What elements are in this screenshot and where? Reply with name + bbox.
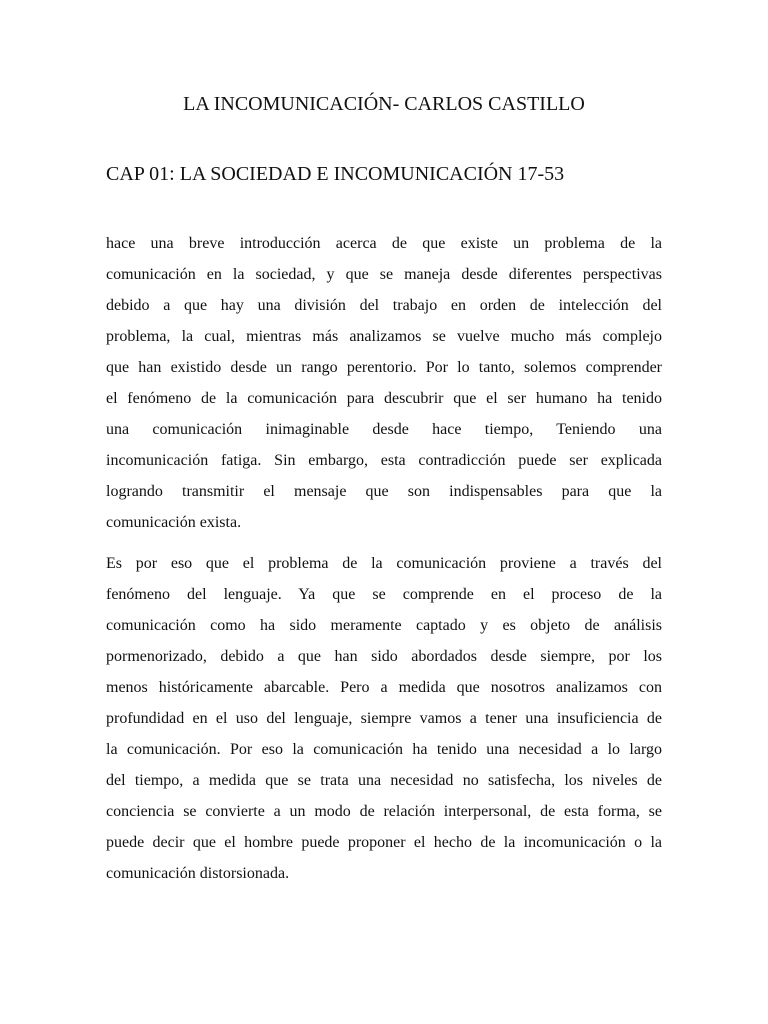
text-line: problema, la cual, mientras más analizamos se vuelve mucho más complejo	[106, 328, 662, 345]
text-line: hace una breve introducción acerca de que existe un problema de la	[106, 235, 662, 252]
text-line: menos históricamente abarcable. Pero a medida que nosotros analizamos con	[106, 679, 662, 696]
text-line: una comunicación inimaginable desde hace tiempo, Teniendo una	[106, 421, 662, 438]
text-line: fenómeno del lenguaje. Ya que se comprende en el proceso de la	[106, 586, 662, 603]
text-line: Es por eso que el problema de la comunicación proviene a través del	[106, 555, 662, 572]
text-line: que han existido desde un rango perentorio. Por lo tanto, solemos comprender	[106, 359, 662, 376]
text-line: el fenómeno de la comunicación para descubrir que el ser humano ha tenido	[106, 390, 662, 407]
text-line: del tiempo, a medida que se trata una necesidad no satisfecha, los niveles de	[106, 772, 662, 789]
text-line: la comunicación. Por eso la comunicación ha tenido una necesidad a lo largo	[106, 741, 662, 758]
text-line: pormenorizado, debido a que han sido abordados desde siempre, por los	[106, 648, 662, 665]
text-line: profundidad en el uso del lenguaje, siempre vamos a tener una insuficiencia de	[106, 710, 662, 727]
text-line: logrando transmitir el mensaje que son indispensables para que la	[106, 483, 662, 500]
text-line: comunicación distorsionada.	[106, 865, 290, 882]
body-text	[106, 228, 662, 889]
text-line: comunicación como ha sido meramente captado y es objeto de análisis	[106, 617, 662, 634]
document-title: LA INCOMUNICACIÓN- CARLOS CASTILLO	[183, 93, 585, 115]
text-line: puede decir que el hombre puede proponer el hecho de la incomunicación o la	[106, 834, 662, 851]
text-line: comunicación exista.	[106, 514, 242, 531]
text-line: debido a que hay una división del trabajo en orden de intelección del	[106, 297, 662, 314]
chapter-heading: CAP 01: LA SOCIEDAD E INCOMUNICACIÓN 17-53	[106, 163, 565, 185]
text-line: incomunicación fatiga. Sin embargo, esta contradicción puede ser explicada	[106, 452, 662, 469]
paragraph-2	[106, 548, 662, 889]
text-line: conciencia se convierte a un modo de relación interpersonal, de esta forma, se	[106, 803, 662, 820]
text-line: comunicación en la sociedad, y que se maneja desde diferentes perspectivas	[106, 266, 662, 283]
paragraph-1	[106, 228, 662, 538]
